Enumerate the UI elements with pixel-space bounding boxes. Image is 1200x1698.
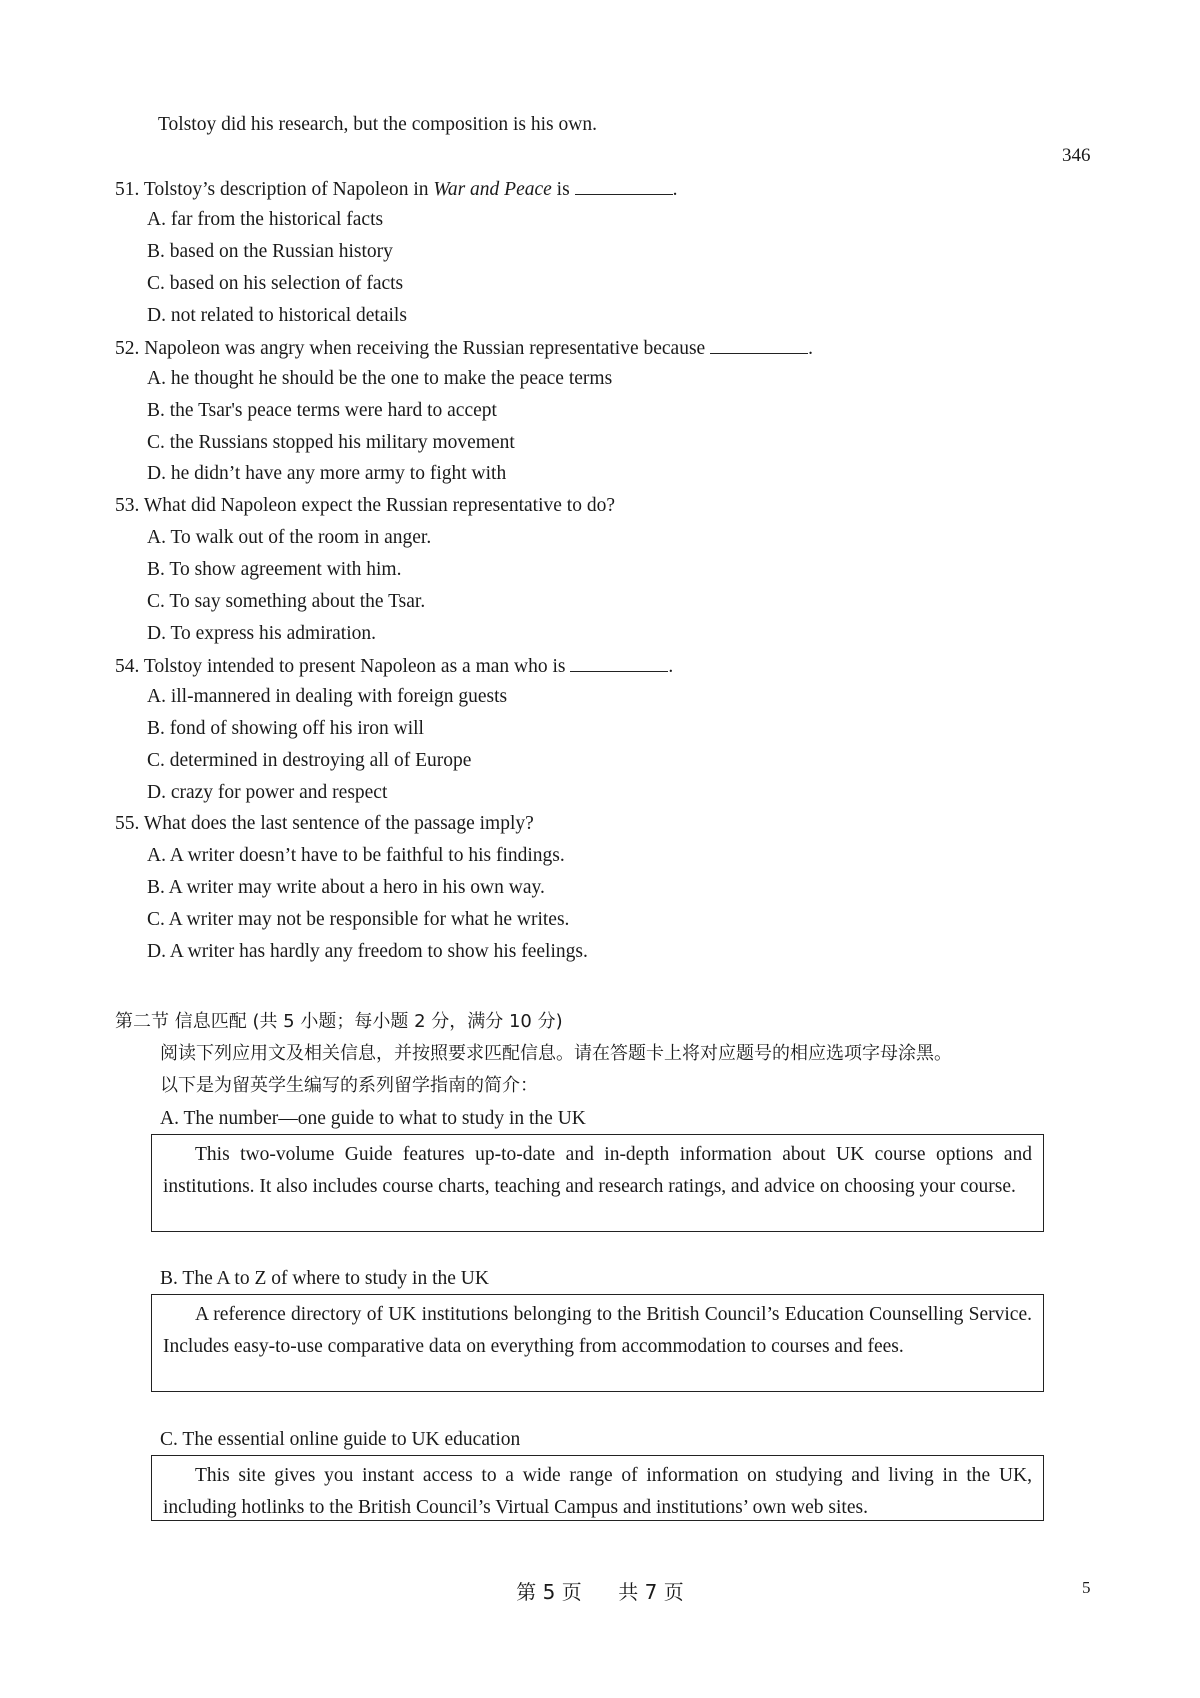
total-pages-label: 共 7 页 bbox=[618, 1580, 684, 1604]
option-51-a: A. far from the historical facts bbox=[147, 209, 384, 230]
question-54-stem: 54. Tolstoy intended to present Napoleon as a man who is . bbox=[115, 653, 673, 679]
word-count: 346 bbox=[1062, 145, 1091, 166]
book-title: War and Peace bbox=[433, 179, 552, 200]
option-53-a: A. To walk out of the room in anger. bbox=[147, 527, 432, 548]
option-53-b: B. To show agreement with him. bbox=[147, 559, 402, 580]
answer-blank bbox=[710, 335, 808, 354]
question-53-stem: 53. What did Napoleon expect the Russian representative to do? bbox=[115, 495, 615, 516]
page-footer bbox=[0, 1576, 1200, 1605]
option-53-c: C. To say something about the Tsar. bbox=[147, 591, 426, 612]
option-54-c: C. determined in destroying all of Europe bbox=[147, 750, 472, 771]
option-52-c: C. the Russians stopped his military movement bbox=[147, 432, 515, 453]
question-55-stem: 55. What does the last sentence of the passage imply? bbox=[115, 813, 534, 834]
corner-page-number: 5 bbox=[1082, 1578, 1091, 1597]
option-52-d: D. he didn’t have any more army to fight with bbox=[147, 463, 507, 484]
option-54-a: A. ill-mannered in dealing with foreign guests bbox=[147, 686, 508, 707]
section-intro: 以下是为留英学生编写的系列留学指南的简介： bbox=[160, 1075, 538, 1096]
option-51-b: B. based on the Russian history bbox=[147, 241, 393, 262]
option-54-b: B. fond of showing off his iron will bbox=[147, 718, 424, 739]
option-51-c: C. based on his selection of facts bbox=[147, 273, 404, 294]
guide-b-title: B. The A to Z of where to study in the UK bbox=[160, 1268, 489, 1289]
question-52-stem: 52. Napoleon was angry when receiving the Russian representative because . bbox=[115, 335, 813, 361]
section-instruction: 阅读下列应用文及相关信息，并按照要求匹配信息。请在答题卡上将对应题号的相应选项字母涂黑。 bbox=[160, 1043, 952, 1064]
answer-blank bbox=[570, 653, 668, 672]
passage-last-line: Tolstoy did his research, but the composition is his own. bbox=[158, 114, 597, 135]
guide-c-title: C. The essential online guide to UK education bbox=[160, 1429, 521, 1450]
option-52-a: A. he thought he should be the one to make the peace terms bbox=[147, 368, 613, 389]
option-55-a: A. A writer doesn’t have to be faithful to his findings. bbox=[147, 845, 565, 866]
guide-a-description: This two-volume Guide features up-to-date and in-depth information about UK course options and institutions. It also includes course charts, teaching and research ratings, and advice on choosing your course. bbox=[151, 1134, 1044, 1232]
question-51-stem: 51. Tolstoy’s description of Napoleon in War and Peace is . bbox=[115, 176, 677, 202]
option-55-d: D. A writer has hardly any freedom to show his feelings. bbox=[147, 941, 588, 962]
answer-blank bbox=[575, 176, 673, 195]
page-number-label: 第 5 页 bbox=[516, 1580, 582, 1604]
option-53-d: D. To express his admiration. bbox=[147, 623, 376, 644]
option-54-d: D. crazy for power and respect bbox=[147, 782, 388, 803]
guide-b-description: A reference directory of UK institutions belonging to the British Council’s Education Counselling Service. Includes easy-to-use comparative data on everything from accommodation to courses and fees. bbox=[151, 1294, 1044, 1392]
option-55-c: C. A writer may not be responsible for what he writes. bbox=[147, 909, 570, 930]
guide-c-description: This site gives you instant access to a wide range of information on studying and living in the UK, including hotlinks to the British Council’s Virtual Campus and institutions’ own web sites. bbox=[151, 1455, 1044, 1521]
option-52-b: B. the Tsar's peace terms were hard to accept bbox=[147, 400, 497, 421]
guide-a-title: A. The number—one guide to what to study in the UK bbox=[160, 1108, 586, 1129]
section-heading: 第二节 信息匹配 (共 5 小题；每小题 2 分，满分 10 分) bbox=[115, 1011, 563, 1032]
option-51-d: D. not related to historical details bbox=[147, 305, 407, 326]
option-55-b: B. A writer may write about a hero in his own way. bbox=[147, 877, 545, 898]
